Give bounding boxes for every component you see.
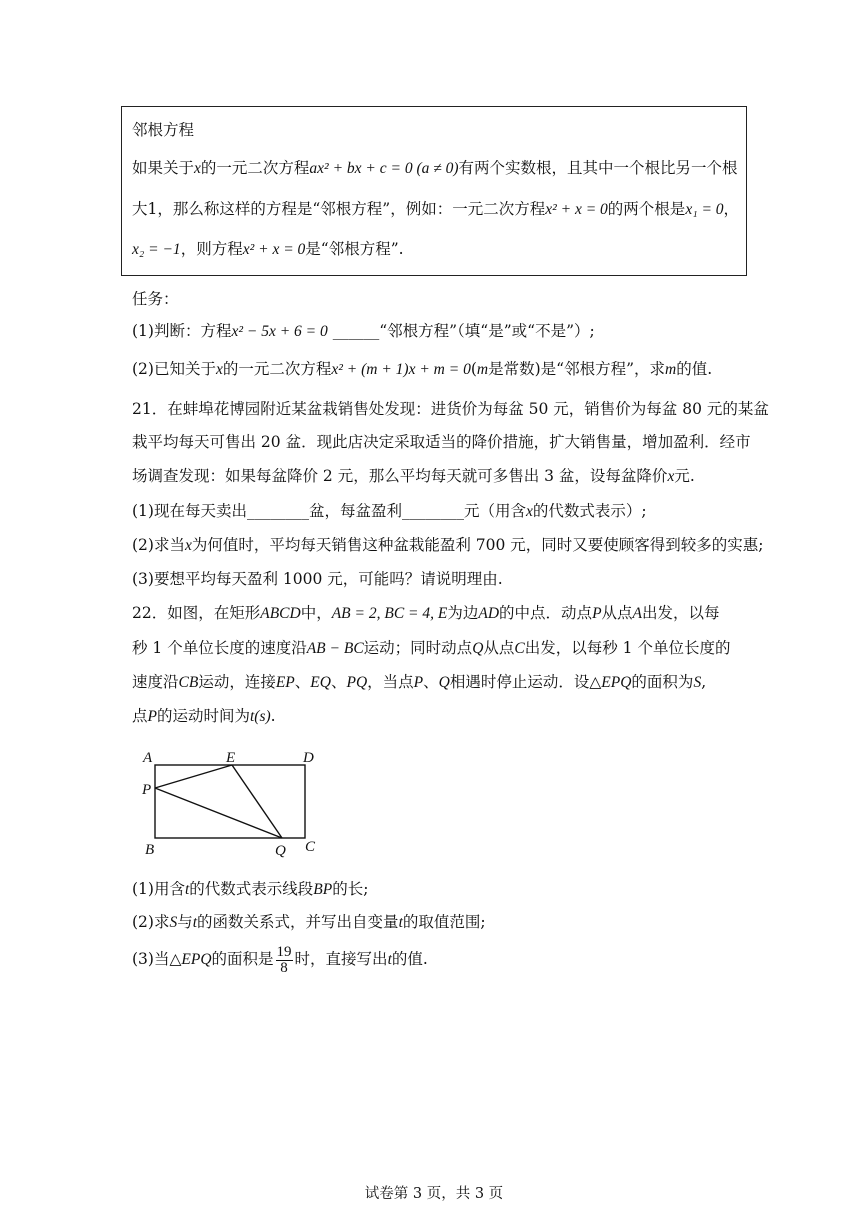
p21-line-2: 栽平均每天可售出 20 盆．现此店决定采取适当的降价措施，扩大销售量，增加盈利．经市	[132, 433, 751, 451]
label-q: Q	[275, 843, 286, 859]
p22-line-1: 22．如图，在矩形ABCD中，AB = 2, BC = 4, E为边AD的中点．动点P从点A出发，以每	[132, 604, 720, 622]
segment-pe	[155, 765, 232, 788]
fraction-19-8: $\frac{19}{8}$	[276, 943, 292, 976]
p22-line-2: 秒 1 个单位长度的速度沿AB − BC运动；同时动点Q从点C出发，以每秒 1 个单位长度的	[132, 639, 731, 657]
p21-question-1: (1)现在每天卖出________盆，每盆盈利________元（用含x的代数式表示）;	[132, 502, 647, 520]
label-c: C	[305, 839, 316, 855]
p21-line-3: 场调查发现：如果每盆降价 2 元，那么平均每天就可多售出 3 盆，设每盆降价x元.	[132, 467, 695, 485]
task-label: 任务：	[132, 290, 179, 308]
box-title: 邻根方程	[132, 121, 195, 139]
p21-line-1: 21．在蚌埠花博园附近某盆栽销售处发现：进货价为每盆 50 元，销售价为每盆 80 元的某盆	[132, 400, 769, 418]
rectangle-abcd	[155, 765, 305, 838]
p21-question-2: (2)求当x为何值时，平均每天销售这种盆栽能盈利 700 元，同时又要使顾客得到较多的实惠;	[132, 536, 764, 554]
p22-question-1: (1)用含t的代数式表示线段BP的长;	[132, 880, 369, 898]
box-line-3: x₂ = −1，则方程x² + x = 0是“邻根方程”.	[132, 240, 404, 258]
p22-line-3: 速度沿CB运动，连接EP、EQ、PQ，当点P、Q相遇时停止运动．设△EPQ的面积为S,	[132, 673, 707, 691]
label-a: A	[143, 750, 153, 766]
box-line-1: 如果关于x的一元二次方程ax² + bx + c = 0 (a ≠ 0)有两个实数根，且其中一个根比另一个根	[132, 159, 738, 177]
task-question-2: (2)已知关于x的一元二次方程x² + (m + 1)x + m = 0(m是常数)是“邻根方程”，求m的值.	[132, 360, 713, 378]
p21-question-3: (3)要想平均每天盈利 1000 元，可能吗？请说明理由.	[132, 570, 503, 588]
label-p: P	[142, 782, 152, 798]
p22-question-2: (2)求S与t的函数关系式，并写出自变量t的取值范围;	[132, 913, 486, 931]
p22-line-4: 点P的运动时间为t(s).	[132, 707, 276, 725]
p22-question-3: (3)当△EPQ的面积是 $\frac{19}{8}$ 时，直接写出t的值.	[132, 943, 428, 976]
page-footer: 试卷第 3 页，共 3 页	[364, 1186, 504, 1202]
segment-pq	[155, 788, 282, 838]
box-line-2: 大1，那么称这样的方程是“邻根方程”，例如：一元二次方程x² + x = 0的两个根是x₁ = 0，	[132, 200, 740, 218]
rectangle-diagram	[140, 745, 330, 860]
segment-eq	[232, 765, 282, 838]
label-b: B	[145, 842, 155, 858]
label-d: D	[303, 750, 314, 766]
task-question-1: (1)判断：方程x² − 5x + 6 = 0 ______“邻根方程”（填“是”或“不是”）;	[132, 322, 595, 340]
label-e: E	[226, 750, 236, 766]
